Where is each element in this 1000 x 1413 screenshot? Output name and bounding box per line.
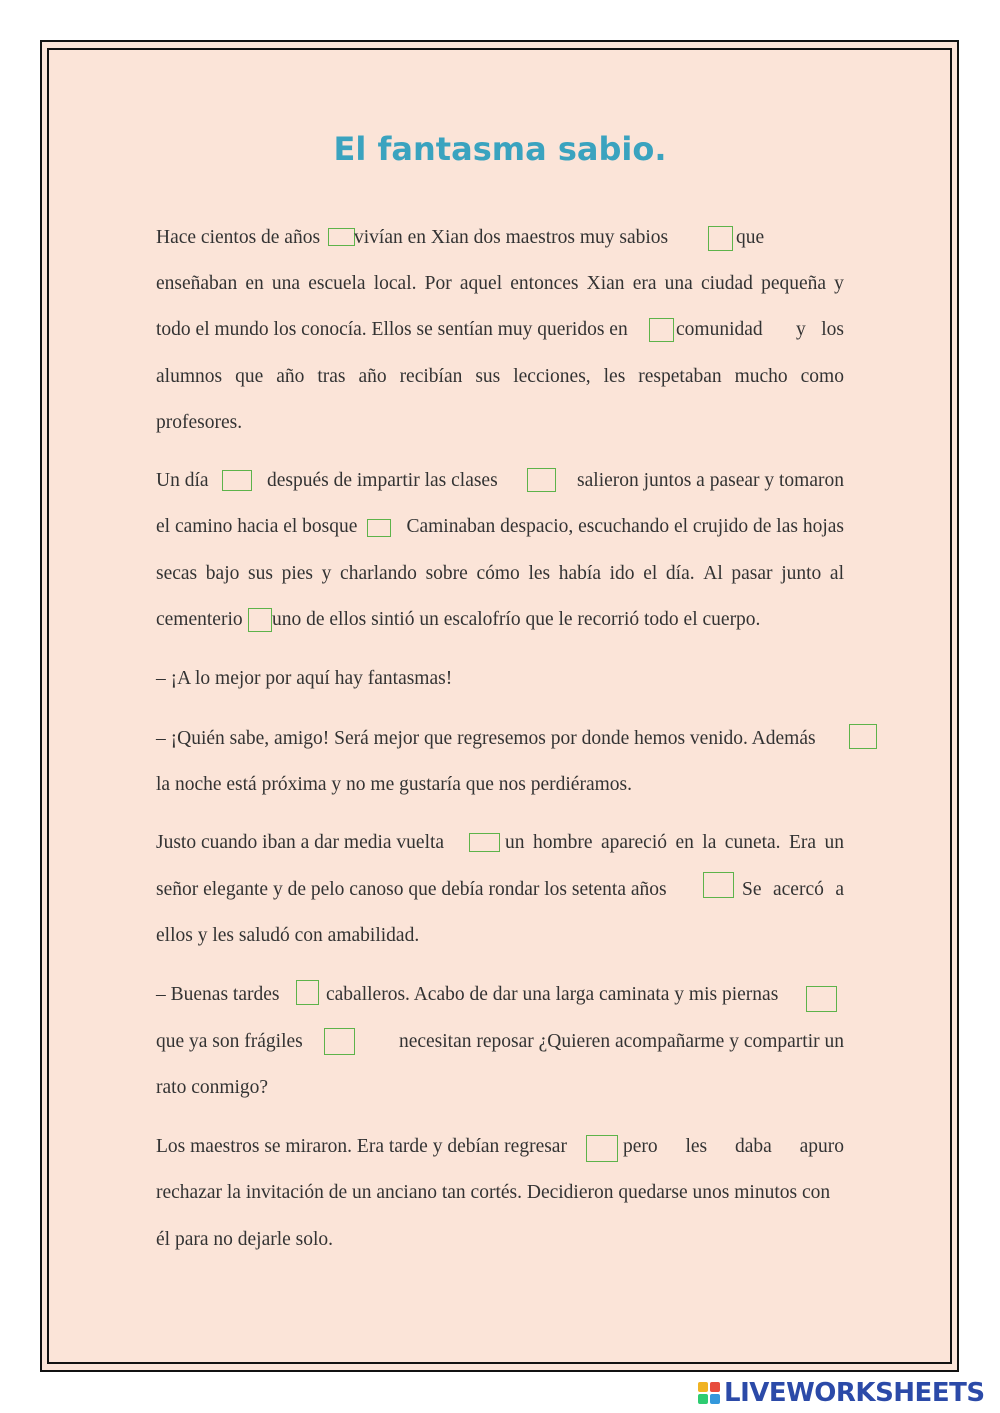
answer-box-10[interactable] xyxy=(703,872,734,898)
text-line: – ¡A lo mejor por aquí hay fantasmas! xyxy=(156,668,453,689)
word: el xyxy=(643,563,658,584)
word: entonces xyxy=(510,273,579,294)
text-line: ellos y les saludó con amabilidad. xyxy=(156,925,420,946)
answer-box-4[interactable] xyxy=(222,470,252,491)
answer-box-5[interactable] xyxy=(527,468,556,492)
word: una xyxy=(271,273,301,294)
text-line: – ¡Quién sabe, amigo! Será mejor que regresemos por donde hemos venido. Además xyxy=(156,724,844,754)
text-line: que ya son frágiles necesitan reposar ¿Quieren acompañarme y compartir un xyxy=(156,1027,844,1057)
word: en xyxy=(675,832,694,853)
answer-box-8[interactable] xyxy=(849,724,877,749)
word: recibían xyxy=(399,366,463,387)
word: respetaban xyxy=(638,366,722,387)
text-line xyxy=(156,559,844,589)
text-line: la noche está próxima y no me gustaría que nos perdiéramos. xyxy=(156,774,632,795)
word: era xyxy=(632,273,657,294)
word: Al xyxy=(703,563,723,584)
text-line: cementerio uno de ellos sintió un escalofrío que le recorrió todo el cuerpo. xyxy=(156,609,761,630)
word: Xian xyxy=(586,273,625,294)
text-line xyxy=(156,362,844,392)
word: a xyxy=(835,879,844,900)
word: sobre xyxy=(425,563,468,584)
word: y xyxy=(834,273,844,294)
word: y xyxy=(321,563,332,584)
word: Por xyxy=(424,273,452,294)
word: secas xyxy=(156,563,198,584)
text-line: Un día después de impartir las clases salieron juntos a pasear y tomaron xyxy=(156,470,844,491)
text-line: el camino hacia el bosque Caminaban despacio, escuchando el crujido de las hojas xyxy=(156,516,844,537)
answer-box-7[interactable] xyxy=(248,608,272,632)
answer-box-3[interactable] xyxy=(649,318,674,342)
liveworksheets-logo xyxy=(697,1378,997,1408)
word: local. xyxy=(373,273,417,294)
word: enseñaban xyxy=(156,273,238,294)
word: charlando xyxy=(340,563,417,584)
answer-box-13[interactable] xyxy=(324,1028,355,1055)
word: un xyxy=(505,832,525,853)
word: escuela xyxy=(308,273,366,294)
word: cómo xyxy=(476,563,520,584)
text-line: profesores. xyxy=(156,412,243,433)
word: había xyxy=(558,563,601,584)
word: les xyxy=(603,366,626,387)
word: que xyxy=(235,366,264,387)
word: mucho xyxy=(734,366,788,387)
word: bajo xyxy=(205,563,240,584)
text-line: rechazar la invitación de un anciano tan cortés. Decidieron quedarse unos minutos con xyxy=(156,1182,831,1203)
answer-box-6[interactable] xyxy=(367,519,391,537)
word: apareció xyxy=(600,832,667,853)
word: día. xyxy=(665,563,695,584)
answer-box-12[interactable] xyxy=(806,986,837,1012)
word: una xyxy=(664,273,693,294)
brand-name: LIVEWORKSHEETS xyxy=(724,1378,985,1408)
word: les xyxy=(528,563,551,584)
word: cuneta. xyxy=(724,832,781,853)
answer-box-14[interactable] xyxy=(586,1135,618,1162)
word: año xyxy=(276,366,305,387)
word: Se xyxy=(742,879,762,900)
word: aquel xyxy=(459,273,503,294)
word: como xyxy=(800,366,844,387)
word: daba xyxy=(734,1136,772,1157)
word: lecciones, xyxy=(513,366,591,387)
text-line: Hace cientos de años vivían en Xian dos maestros muy sabios que xyxy=(156,223,844,253)
word: pasar xyxy=(731,563,773,584)
word: pies xyxy=(281,563,314,584)
text-line xyxy=(156,269,844,299)
word: al xyxy=(829,563,844,584)
word: junto xyxy=(781,563,822,584)
word: pequeña xyxy=(761,273,827,294)
word: hombre xyxy=(532,832,593,853)
text-line: señor elegante y de pelo canoso que debía rondar los setenta años Se acercó a xyxy=(156,875,844,905)
answer-box-2[interactable] xyxy=(708,226,733,251)
word: apuro xyxy=(799,1136,844,1157)
liveworksheets-logo-icon xyxy=(697,1381,721,1405)
word: les xyxy=(685,1136,708,1157)
word: la xyxy=(702,832,717,853)
text-line: él para no dejarle solo. xyxy=(156,1229,334,1250)
word: un xyxy=(824,832,844,853)
word: sus xyxy=(248,563,273,584)
word: ciudad xyxy=(700,273,753,294)
word: año xyxy=(358,366,387,387)
answer-box-1[interactable] xyxy=(328,228,355,246)
text-line: Los maestros se miraron. Era tarde y debían regresar pero les daba apuro xyxy=(156,1132,844,1162)
word: tras xyxy=(317,366,346,387)
word: Era xyxy=(789,832,817,853)
text-line: – Buenas tardes caballeros. Acabo de dar una larga caminata y mis piernas xyxy=(156,980,844,1010)
answer-box-9[interactable] xyxy=(469,833,500,852)
page-title: El fantasma sabio. xyxy=(333,130,667,168)
text-line: todo el mundo los conocía. Ellos se sentían muy queridos en comunidad y los xyxy=(156,319,844,340)
word: sus xyxy=(475,366,501,387)
word: alumnos xyxy=(156,366,223,387)
text-line: rato conmigo? xyxy=(156,1077,269,1098)
answer-box-11[interactable] xyxy=(296,980,319,1005)
word: en xyxy=(245,273,264,294)
text-line: Justo cuando iban a dar media vuelta un hombre apareció en la cuneta. Era un xyxy=(156,828,844,858)
word: pero xyxy=(623,1136,658,1157)
word: acercó xyxy=(772,879,824,900)
word: ido xyxy=(609,563,635,584)
